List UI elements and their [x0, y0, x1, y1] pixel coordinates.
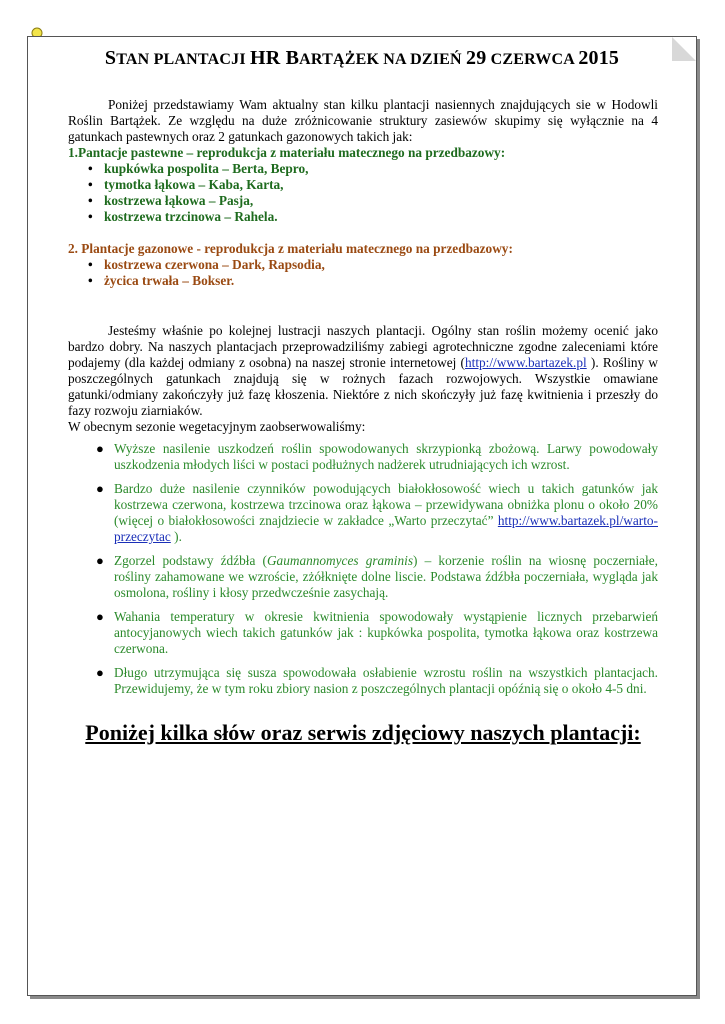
bullet-dot-icon: ● [96, 665, 104, 680]
list-item: ● Długo utrzymująca się susza spowodowała osłabienie wzrostu roślin na wszystkich plantacjach. Przewidujemy, że w tym roku zbiory nasion z poszczególnych plantacji opóźnią się o około 4-5 dni. [96, 665, 658, 696]
page-title: STAN PLANTACJI HR BARTĄŻEK NA DZIEŃ 29 CZERWCA 2015 [104, 47, 620, 69]
document-body [68, 97, 658, 747]
list-item: ● Bardzo duże nasilenie czynników powodujących białokłosowość wiech u takich gatunków jak kostrzewa czerwona, kostrzewa trzcinowa oraz łąkowa – przewidywana obniżka plonu o około 20% (więcej o białokłosowości znajdziecie w zakładce „Warto przeczytać” http://www.bartazek.pl/warto-przeczytac ). [96, 481, 658, 544]
closing-heading: Poniżej kilka słów oraz serwis zdjęciowy naszych plantacji: [85, 720, 641, 745]
list-item: • kupkówka pospolita – Berta, Bepro, [104, 161, 658, 177]
section1-list [68, 161, 658, 225]
list-item: • kostrzewa trzcinowa – Rahela. [104, 209, 658, 225]
status-paragraph [68, 323, 658, 419]
intro-paragraph: Poniżej przedstawiamy Wam aktualny stan kilku plantacji nasiennych znajdujących sie w Hodowli Roślin Bartążek. Ze względu na duże zróżnicowanie struktury zasiewów skupimy się wyłącznie na 4 gatunkach pastewnych oraz 2 gatunkach gazonowych takich jak: [68, 97, 658, 144]
section2-heading: 2. Plantacje gazonowe - reprodukcja z materiału matecznego na przedbazowy: [68, 241, 513, 256]
bullet-dot-icon: ● [96, 441, 104, 456]
list-item: ● Zgorzel podstawy źdźbła (Gaumannomyces graminis) – korzenie roślin na wiosnę poczerniałe, rośliny zahamowane we wzroście, zżółknięte dolne liscie. Podstawa źdźbła poczerniała, wygląda jak osmolona, rośliny i kłosy przedwcześnie zasychają. [96, 553, 658, 600]
website-link[interactable]: http://www.bartazek.pl [464, 355, 587, 370]
observations-list [68, 441, 658, 697]
document-page [27, 36, 697, 996]
section1-heading: 1.Pantacje pastewne – reprodukcja z materiału matecznego na przedbazowy: [68, 145, 506, 160]
list-item: • życica trwała – Bokser. [104, 273, 658, 289]
list-item: • kostrzewa łąkowa – Pasja, [104, 193, 658, 209]
list-item: ● Wyższe nasilenie uszkodzeń roślin spowodowanych skrzypionką zbożową. Larwy powodowały uszkodzenia młodych liści w postaci podłużnych nadżerek utrudniających ich wzrost. [96, 441, 658, 472]
warto-przeczytac-link[interactable]: http://www.bartazek.pl/warto-przeczytac [114, 513, 658, 544]
list-item: • tymotka łąkowa – Kaba, Karta, [104, 177, 658, 193]
season-line: W obecnym sezonie wegetacyjnym zaobserwowaliśmy: [68, 419, 366, 434]
status-text-2: ). Rośliny w poszczególnych gatunkach znajdują się w rożnych fazach rozwojowych. Wszystkie omawiane gatunki/odmiany zakończyły już fazę kłoszenia. Niektóre z nich skończyły już fazę kwitnienia i przeszły do fazy rozwoju ziarniaków. [68, 355, 658, 418]
bullet-dot-icon: ● [96, 609, 104, 624]
section2-list [68, 257, 658, 289]
bullet-dot-icon: ● [96, 553, 104, 568]
list-item: • kostrzewa czerwona – Dark, Rapsodia, [104, 257, 658, 273]
latin-name: Gaumannomyces graminis [266, 553, 413, 568]
status-text-1: Jesteśmy właśnie po kolejnej lustracji naszych plantacji. Ogólny stan roślin możemy ocenić jako bardzo dobry. Na naszych plantacjach przeprowadziliśmy zabiegi agrotechniczne zgodne zaleceniami które podajemy (dla każdej odmiany z osobna) na naszej stronie internetowej ( [68, 323, 658, 370]
bullet-dot-icon: ● [96, 481, 104, 496]
list-item: ● Wahania temperatury w okresie kwitnienia spowodowały wystąpienie licznych przebarwień antocyjanowych wiech takich gatunków jak : kupkówka pospolita, tymotka łąkowa oraz kostrzewa czerwona. [96, 609, 658, 656]
